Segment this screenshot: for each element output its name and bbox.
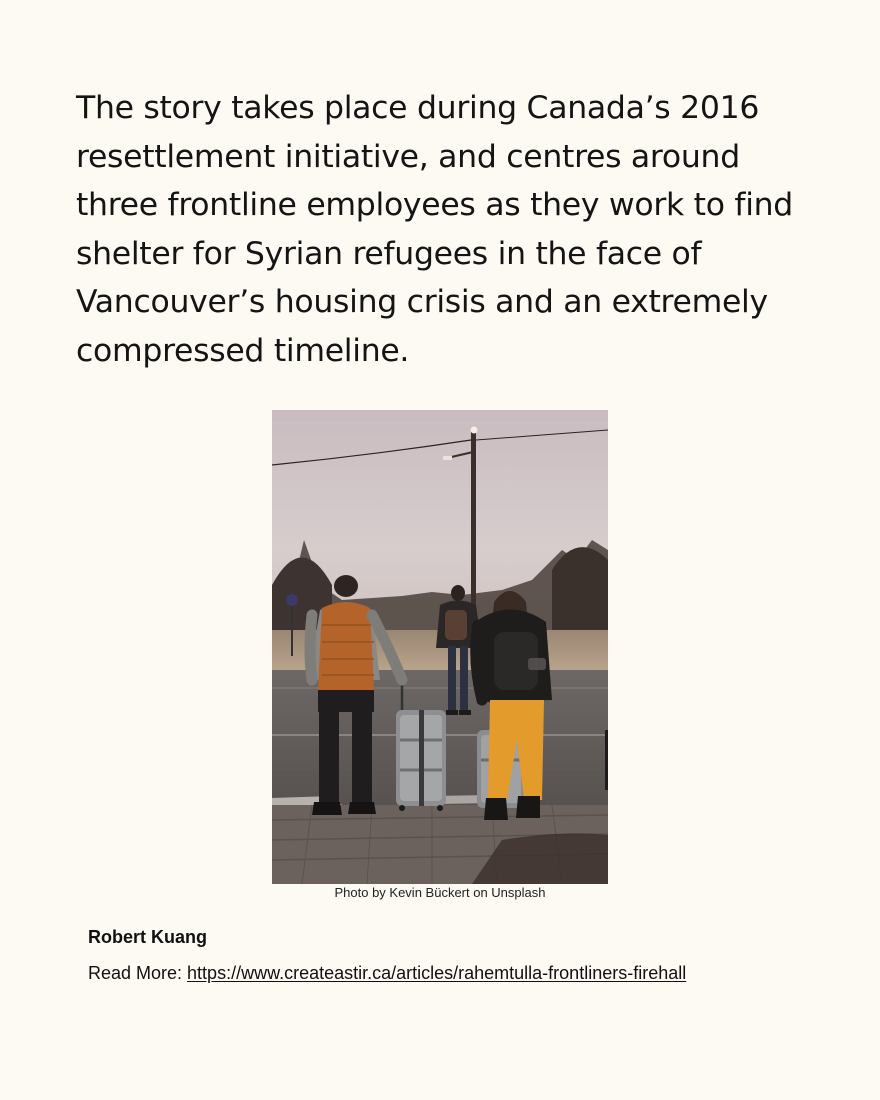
read-more-label: Read More: <box>88 963 188 983</box>
article-paragraph: The story takes place during Canada’s 2016 resettlement initiative, and centres around three frontline employees as they work to find shelter for Syrian refugees in the face of Vancouver’s housing crisis and an extremely compressed timeline. <box>76 90 794 369</box>
read-more <box>88 960 808 986</box>
photo-caption: Photo by Kevin Bückert on Unsplash <box>334 885 546 900</box>
read-more-link[interactable]: https://www.createastir.ca/articles/rahemtulla-frontliners-firehall <box>187 963 687 983</box>
refugees-photo <box>272 410 608 884</box>
author-name: Robert Kuang <box>88 927 207 947</box>
